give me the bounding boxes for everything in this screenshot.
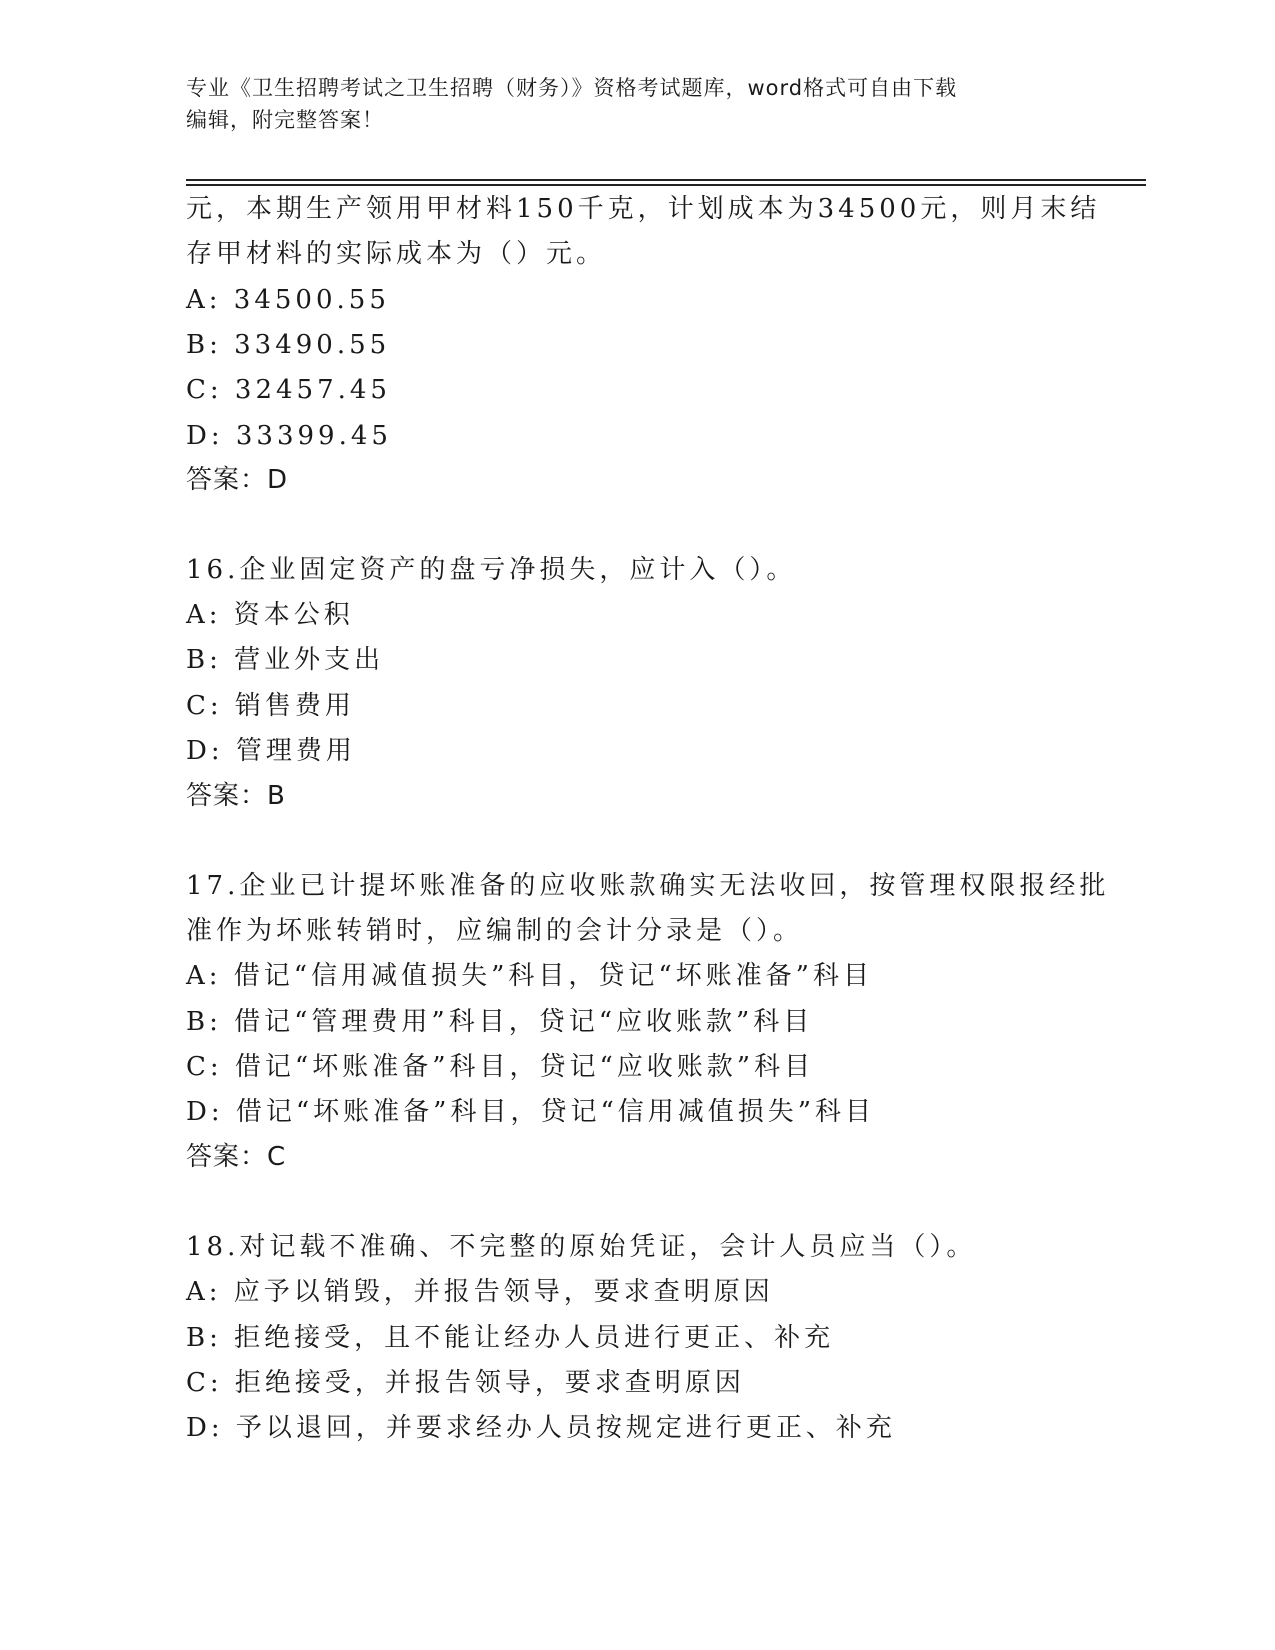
q15-stem-line-1: 元，本期生产领用甲材料150千克，计划成本为34500元，则月末结 [186, 194, 1101, 224]
q18-option-b: B: 拒绝接受，且不能让经办人员进行更正、补充 [186, 1323, 835, 1353]
q18-option-d: D: 予以退回，并要求经办人员按规定进行更正、补充 [186, 1413, 896, 1443]
q16-option-c: C: 销售费用 [186, 691, 355, 721]
q16-option-b: B: 营业外支出 [186, 645, 385, 675]
q15-stem-line-2: 存甲材料的实际成本为（）元。 [186, 239, 607, 269]
q16-answer: 答案：B [186, 781, 286, 811]
q16-option-a: A: 资本公积 [186, 600, 354, 630]
header-line-2: 编辑，附完整答案！ [186, 108, 384, 132]
header-line-1: 专业《卫生招聘考试之卫生招聘（财务）》资格考试题库，word格式可自由下载 [186, 76, 958, 100]
q17-answer: 答案：C [186, 1142, 287, 1172]
q15-option-a: A: 34500.55 [186, 285, 390, 315]
q17-option-c: C: 借记“坏账准备”科目，贷记“应收账款”科目 [186, 1052, 815, 1082]
q16-stem: 16.企业固定资产的盘亏净损失，应计入（）。 [186, 555, 797, 585]
q15-option-d: D: 33399.45 [186, 421, 392, 451]
q17-option-d: D: 借记“坏账准备”科目，贷记“信用减值损失”科目 [186, 1097, 876, 1127]
q15-option-c: C: 32457.45 [186, 375, 391, 405]
document-header [186, 72, 1086, 136]
q17-option-a: A: 借记“信用减值损失”科目，贷记“坏账准备”科目 [186, 961, 873, 991]
q17-option-b: B: 借记“管理费用”科目，贷记“应收账款”科目 [186, 1007, 814, 1037]
q18-option-c: C: 拒绝接受，并报告领导，要求查明原因 [186, 1368, 745, 1398]
header-divider-bottom [186, 184, 1146, 186]
q16-option-d: D: 管理费用 [186, 736, 356, 766]
q15-option-b: B: 33490.55 [186, 330, 391, 360]
q17-stem-line-1: 17.企业已计提坏账准备的应收账款确实无法收回，按管理权限报经批 [186, 871, 1110, 901]
q18-stem: 18.对记载不准确、不完整的原始凭证，会计人员应当（）。 [186, 1232, 977, 1262]
q15-answer: 答案：D [186, 465, 289, 495]
q17-stem-line-2: 准作为坏账转销时，应编制的会计分录是（）。 [186, 916, 804, 946]
header-divider-top [186, 179, 1146, 181]
q18-option-a: A: 应予以销毁，并报告领导，要求查明原因 [186, 1277, 774, 1307]
